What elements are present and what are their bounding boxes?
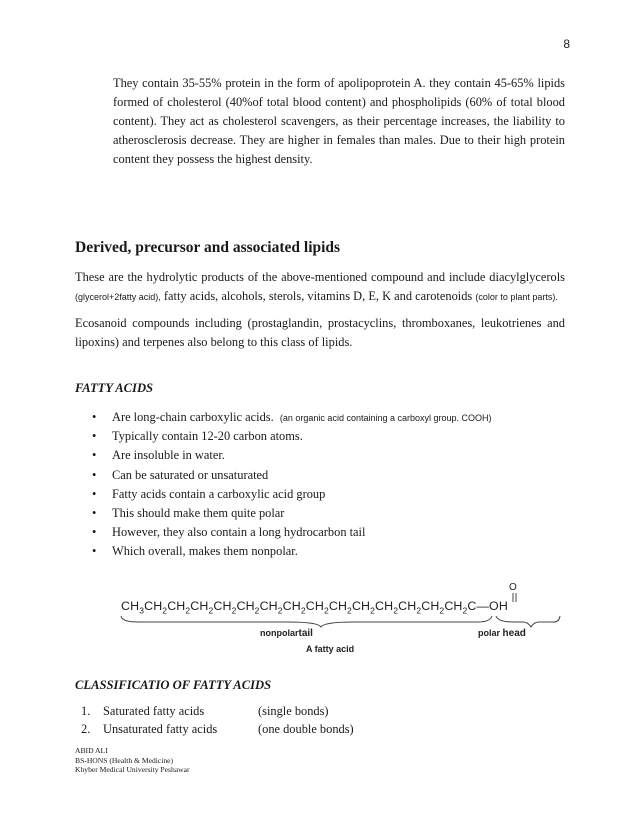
- list-item: • This should make them quite polar: [92, 504, 492, 523]
- fatty-acids-bullet-list: [92, 408, 492, 562]
- derived-text-middle: fatty acids, alcohols, sterols, vitamins D, E, K and carotenoids: [163, 289, 473, 303]
- hdl-description-paragraph: They contain 35-55% protein in the form of apolipoprotein A. they contain 45-65% lipids formed of cholesterol (40%of total blood content) and phospholipids (60% of total blood content). They act as cholesterol scavengers, as their percentage increases, the liability to atherosclerosis decrease. They are higher in females than males. Due to their high protein content they possess the highest density.: [113, 76, 565, 166]
- derived-lipids-paragraph: [75, 268, 565, 307]
- author-university: Khyber Medical University Peshawar: [75, 765, 190, 775]
- nonpolar-tail-label: nonpolartail: [260, 628, 313, 639]
- bullet-icon: •: [92, 525, 97, 540]
- classification-list: [81, 702, 354, 738]
- list-item: 1. Saturated fatty acids (single bonds): [81, 704, 329, 718]
- ecosanoid-paragraph: Ecosanoid compounds including (prostaglandin, prostacyclins, thromboxanes, leukotrienes and lipoxins) and terpenes also belong to this class of lipids.: [75, 316, 565, 349]
- diacylglycerol-note: (glycerol+2fatty acid),: [75, 292, 161, 302]
- derived-lipids-heading: Derived, precursor and associated lipids: [75, 239, 341, 256]
- bullet-icon: •: [92, 467, 97, 482]
- classification-title: CLASSIFICATIO OF FATTY ACIDS: [75, 678, 272, 692]
- bullet-icon: •: [92, 486, 97, 501]
- page-number: 8: [563, 37, 570, 51]
- list-item: • Which overall, makes them nonpolar.: [92, 542, 492, 561]
- bullet-icon: •: [92, 410, 97, 424]
- derived-text-start: These are the hydrolytic products of the above-mentioned compound and include diacylglycerols: [75, 270, 565, 284]
- tail-head-brace-icon: [118, 614, 561, 628]
- author-name: ABID ALI: [75, 746, 108, 755]
- list-item: • Can be saturated or unsaturated: [92, 466, 492, 485]
- fatty-acid-formula: $CH_3CH_2CH_2CH_2CH_2CH_2CH_2CH_2CH_2CH_2CH_2CH_2CH_2CH_2CH_2C—OH$: [121, 599, 508, 616]
- polar-head-label: polar head: [478, 628, 526, 639]
- figure-caption: A fatty acid: [306, 644, 355, 654]
- list-item: • Are insoluble in water.: [92, 446, 492, 465]
- carbonyl-oxygen-label: O: [509, 582, 517, 593]
- list-item: • However, they also contain a long hydrocarbon tail: [92, 523, 492, 542]
- carboxylic-acid-note: (an organic acid containing a carboxyl group. COOH): [279, 413, 492, 423]
- author-program: BS-HONS (Health & Medicine): [75, 755, 174, 765]
- bullet-icon: •: [92, 429, 97, 444]
- list-item: • Fatty acids contain a carboxylic acid group: [92, 485, 492, 504]
- fatty-acid-structure-figure: [118, 582, 561, 656]
- double-bond-icon: [511, 593, 519, 603]
- list-item: • Typically contain 12-20 carbon atoms.: [92, 427, 492, 446]
- bullet-icon: •: [92, 505, 97, 520]
- author-footer: [75, 746, 190, 775]
- bullet-icon: •: [92, 448, 97, 463]
- list-item: • Are long-chain carboxylic acids. (an organic acid containing a carboxyl group. COOH): [92, 408, 492, 427]
- fatty-acids-title: FATTY ACIDS: [75, 381, 154, 395]
- carotenoid-note: (color to plant parts).: [475, 292, 558, 302]
- bullet-icon: •: [92, 544, 97, 559]
- list-item: 2. Unsaturated fatty acids (one double bonds): [81, 722, 354, 736]
